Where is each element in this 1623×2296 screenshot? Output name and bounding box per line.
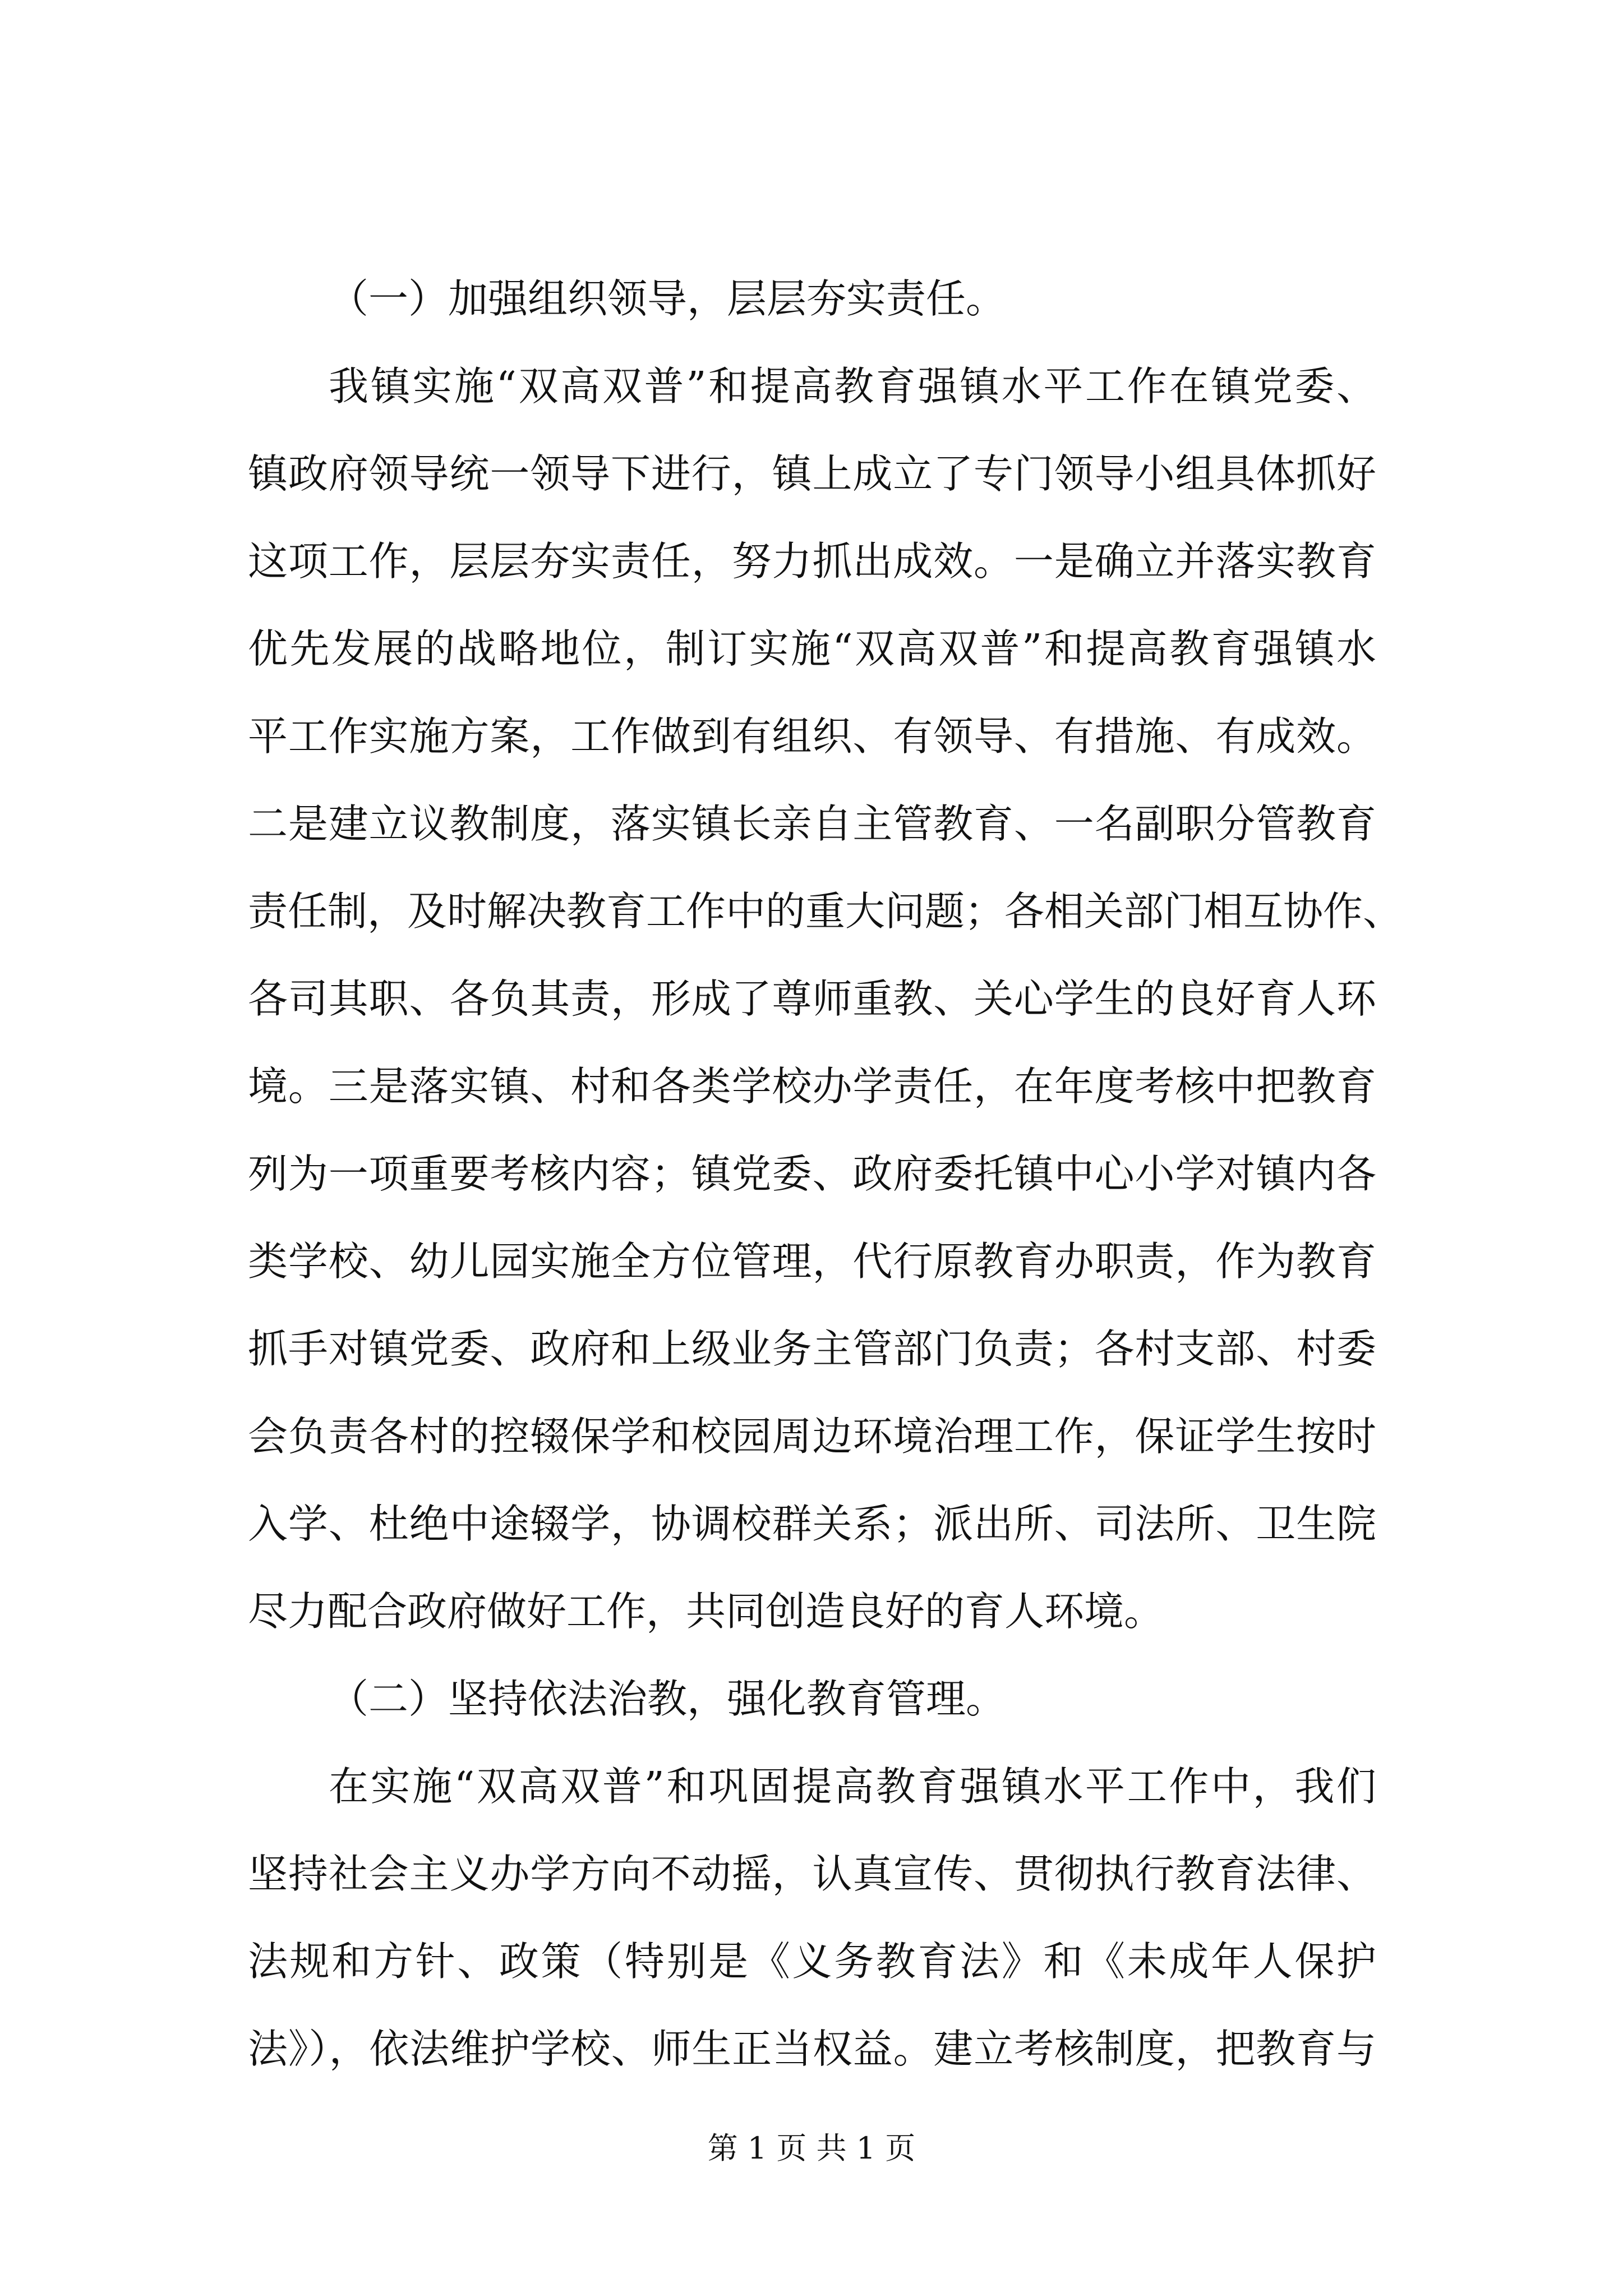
page-number: 第 1 页 共 1 页 (707, 2131, 916, 2166)
text-line: 平工作实施方案，工作做到有组织、有领导、有措施、有成效。 (248, 713, 1376, 760)
text-line: 会负责各村的控辍保学和校园周边环境治理工作，保证学生按时 (248, 1413, 1376, 1460)
text-line: 各司其职、各负其责，形成了尊师重教、关心学生的良好育人环 (248, 976, 1376, 1022)
text-line: 抓手对镇党委、政府和上级业务主管部门负责；各村支部、村委 (248, 1326, 1376, 1372)
text-line: 法》），依法维护学校、师生正当权益。建立考核制度，把教育与 (248, 2026, 1376, 2072)
text-line: （二）坚持依法治教，强化教育管理。 (329, 1676, 1006, 1722)
text-line: （一）加强组织领导，层层夯实责任。 (329, 275, 1006, 322)
text-line: 入学、杜绝中途辍学，协调校群关系；派出所、司法所、卫生院 (248, 1501, 1376, 1547)
text-line: 类学校、幼儿园实施全方位管理，代行原教育办职责，作为教育 (248, 1238, 1376, 1285)
text-line: 责任制，及时解决教育工作中的重大问题；各相关部门相互协作、 (248, 888, 1403, 935)
text-line: 我镇实施“双高双普”和提高教育强镇水平工作在镇党委、 (329, 363, 1376, 409)
text-line: 法规和方针、政策（特别是《义务教育法》和《未成年人保护 (248, 1938, 1376, 1985)
page-footer (0, 2126, 1623, 2171)
text-line: 尽力配合政府做好工作，共同创造良好的育人环境。 (248, 1588, 1164, 1635)
document-body (248, 255, 1403, 2093)
text-line: 优先发展的战略地位，制订实施“双高双普”和提高教育强镇水 (248, 625, 1376, 672)
text-line: 在实施“双高双普”和巩固提高教育强镇水平工作中，我们 (329, 1763, 1376, 1810)
text-line: 境。三是落实镇、村和各类学校办学责任，在年度考核中把教育 (248, 1063, 1376, 1110)
text-line: 这项工作，层层夯实责任，努力抓出成效。一是确立并落实教育 (248, 538, 1376, 585)
text-line: 二是建立议教制度，落实镇长亲自主管教育、一名副职分管教育 (248, 800, 1376, 847)
text-line: 列为一项重要考核内容；镇党委、政府委托镇中心小学对镇内各 (248, 1151, 1376, 1197)
text-line: 坚持社会主义办学方向不动摇，认真宣传、贯彻执行教育法律、 (248, 1851, 1376, 1897)
text-line: 镇政府领导统一领导下进行，镇上成立了专门领导小组具体抓好 (248, 450, 1376, 497)
